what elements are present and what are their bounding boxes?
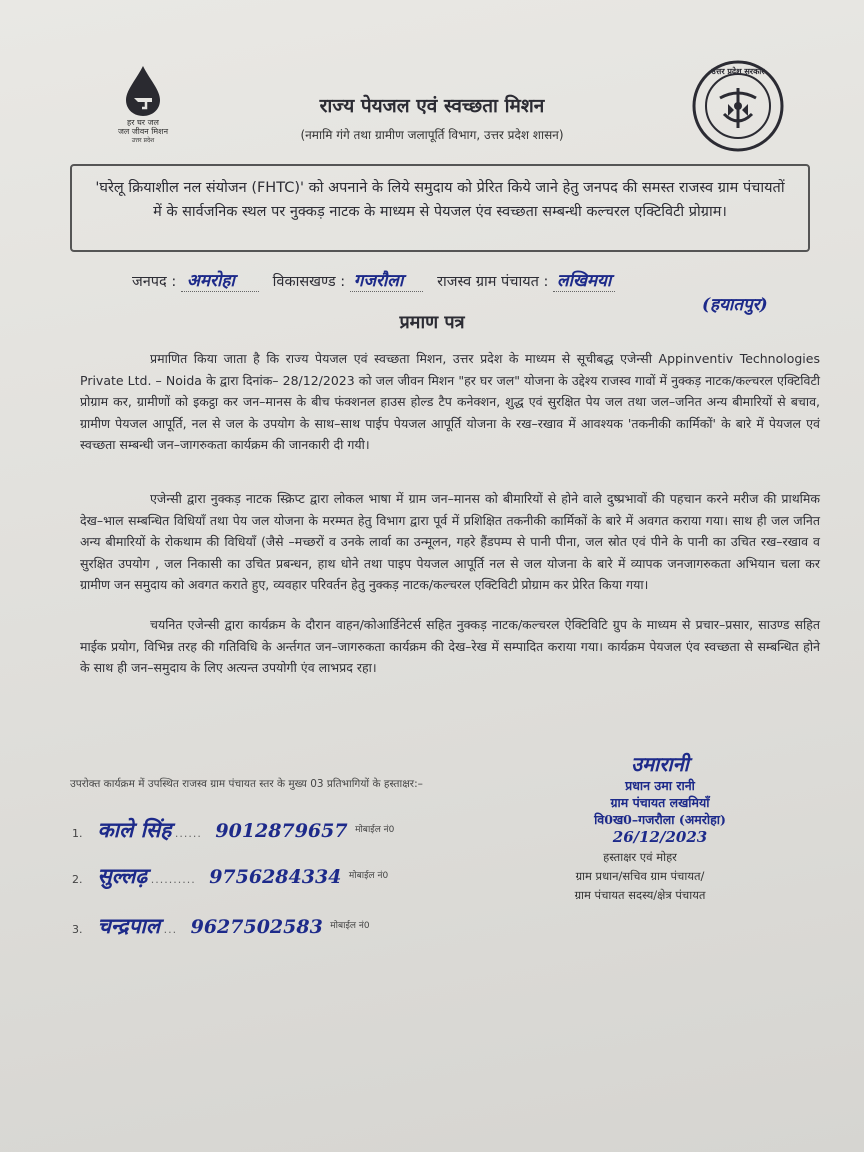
district-label: जनपद : (132, 274, 177, 290)
stamp-line-1: प्रधान उमा रानी (625, 778, 695, 793)
pradhan-signature: उमारानी (631, 752, 689, 776)
stamp-line-2: ग्राम पंचायत लखमियाँ (610, 795, 710, 810)
emblem-text: उत्तर प्रदेश सरकार (711, 67, 765, 76)
participant-mobile: 9756284334 (209, 866, 342, 888)
participant-number: 3. (72, 923, 83, 936)
logo-caption-2: जल जीवन मिशन (117, 127, 169, 136)
panchayat-value-secondary: (हयातपुर) (702, 295, 768, 315)
paragraph-1: प्रमाणित किया जाता है कि राज्य पेयजल एवं स्वच्छता मिशन, उत्तर प्रदेश के माध्यम से सूचीबद्ध एजेन्सी Appinventiv Technologies Private Ltd. – Noida के द्वारा दिनांक– 28/12/2023 को जल जीवन मिशन "हर घर जल" योजना के उद्देश्य राजस्व गावों में नुक्कड़ नाटक/कल्चरल एक्टिविटी प्रोग्राम कर, ग्रामीणों को इकट्ठा कर जन–मानस के बीच फंक्शनल हाउस होल्ड टैप कनेक्शन, शुद्ध एवं सुरक्षित पेय जल तथा जल–जनित अन्य बीमारियों से बचाव, ग्रामीण पेयजल आपूर्ति, नल से जल के उपयोग के साथ–साथ पाईप पेयजल आपूर्ति योजना के रख–रखाव में आवश्यक 'तकनीकी कार्मिकों' के बारे में पेयजल एवं स्वच्छता सम्बन्धी जन–जागरुकता कार्यक्रम की जानकारी दी गयी। (80, 351, 820, 452)
mobile-label: मोबाईल नं0 (355, 825, 395, 836)
seal-caption-3: ग्राम पंचायत सदस्य/क्षेत्र पंचायत (574, 888, 706, 902)
panchayat-label: राजस्व ग्राम पंचायत : (437, 274, 549, 290)
seal-caption-1: हस्ताक्षर एवं मोहर (603, 850, 677, 864)
page-title: राज्य पेयजल एवं स्वच्छता मिशन (319, 95, 545, 117)
participant-name: काले सिंह (97, 817, 172, 842)
stamp-line-3: वि0ख0–गजरौला (अमरोहा) (594, 812, 726, 827)
logo-caption-3: उत्तर प्रदेश (131, 137, 155, 144)
participant-number: 1. (72, 827, 83, 840)
paragraph-3: चयनित एजेन्सी द्वारा कार्यक्रम के दौरान वाहन/कोआर्डिनेटर्स सहित नुक्कड़ नाटक/कल्चरल ऐक्टिविटि ग्रुप के माध्यम से प्रचार–प्रसार, साउण्ड सहित माईक प्रयोग, विभिन्न तरह की गतिविधि के अर्न्तगत जन–जागरुकता कार्यक्रम की देख–रेख में सम्पादित कराया गया। कार्यक्रम पेयजल एंव स्वच्छता से सम्बन्धित होने के साथ ही जन–समुदाय के लिए अत्यन्त उपयोगी एंव लाभप्रद रहा। (80, 617, 820, 675)
seal-caption (540, 848, 740, 905)
participant-row: 3. चन्द्रपाल ... 9627502583 $^{मोबाईल नं0}$ (72, 913, 370, 938)
page-subtitle: (नमामि गंगे तथा ग्रामीण जलापूर्ति विभाग, उत्तर प्रदेश शासन) (300, 128, 564, 142)
paragraph-2: एजेन्सी द्वारा नुक्कड़ नाटक स्क्रिप्ट द्वारा लोकल भाषा में ग्राम जन–मानस को बीमारियों से होने वाले दुष्प्रभावों की पहचान करने मरीज की प्राथमिक देख–भाल सम्बन्धित विधियाँ तथा पेय जल योजना के मरम्मत हेतु विभाग द्वारा पूर्व में प्रशिक्षित तकनीकी कार्मिकों के बारे में अवगत कराया गया। साथ ही जल जनित अन्य बीमारियों के रोकथाम की विधियाँ (जैसे –मच्छरों व उनके लार्वा का उन्मूलन, गहरे हैंडपम्प से पानी पीना, जल स्रोत एवं पीने के पानी का उचित रख–रखाव व सुरक्षित उपयोग , जल निकासी का उचित प्रबन्धन, हाथ धोने तथा पाइप पेयजल आपूर्ति नल से जल योजना के बारे में व्यापक जनजागरुकता अभियान चला कर ग्रामीण जन समुदाय को अवगत कराते हुए, व्यवहार परिवर्तन हेतु नुक्कड़ नाटक/कल्चरल एक्टिविटी प्रोग्राम कर प्रेरित किया गया। (80, 491, 820, 592)
seal-caption-2: ग्राम प्रधान/सचिव ग्राम पंचायत/ (575, 869, 705, 883)
block-value: गजरौला (350, 271, 423, 292)
district-value: अमरोहा (181, 271, 259, 292)
location-row (132, 268, 832, 291)
signature-date: 26/12/2023 (612, 828, 708, 846)
participant-row: 1. काले सिंह ...... 9012879657 $^{मोबाईल नं0}$ (72, 817, 395, 842)
participants-note: उपरोक्त कार्यक्रम में उपस्थित राजस्व ग्राम पंचायत स्तर के मुख्य 03 प्रतिभागियों के हस्ताक्षर:– (70, 778, 423, 790)
pradhan-signature-block (560, 750, 760, 846)
participant-number: 2. (72, 873, 83, 886)
mobile-label: मोबाईल नं0 (330, 921, 370, 932)
certificate-title: प्रमाण पत्र (399, 312, 465, 333)
block-label: विकासखण्ड : (272, 274, 346, 290)
participant-mobile: 9627502583 (190, 916, 323, 938)
participant-name: चन्द्रपाल (97, 913, 161, 938)
mobile-label: मोबाईल नं0 (348, 871, 389, 882)
participant-name: सुल्लढ़ (97, 863, 148, 888)
subject-box (70, 164, 810, 252)
logo-caption-1: हर घर जल (127, 118, 159, 127)
panchayat-value: लखिमया (553, 271, 615, 292)
participant-row: 2. सुल्लढ़ .......... 9756284334 $^{मोबाईल नं0}$ (72, 863, 389, 888)
participant-mobile: 9012879657 (215, 820, 348, 842)
subject-text: 'घरेलू क्रियाशील नल संयोजन (FHTC)' को अपनाने के लिये समुदाय को प्रेरित किये जाने हेतु जनपद की समस्त राजस्व ग्राम पंचायतों में के सार्वजनिक स्थल पर नुक्कड़ नाटक के माध्यम से पेयजल एंव स्वच्छता सम्बन्धी कल्चरल एक्टिविटी प्रोग्राम। (95, 180, 785, 220)
